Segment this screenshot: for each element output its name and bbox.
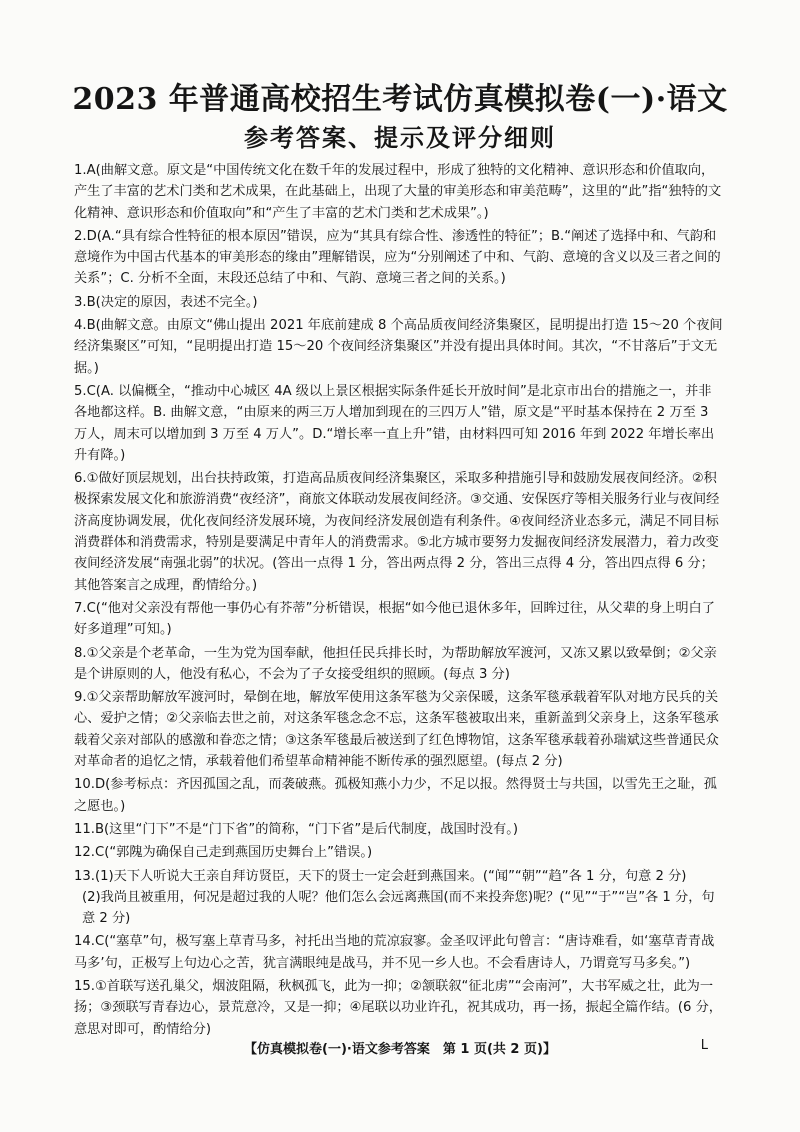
answer-text: C(“塞草”句，极写塞上草青马多，衬托出当地的荒凉寂寥。金圣叹评此句曾言：“唐诗难看，如‘塞草青青战马多’句，正极写上句边心之苦，犹言满眼纯是战马，并不见一乡人也。不会看唐诗人，乃谓竟写马多矣。”) xyxy=(74,934,715,971)
answer-item xyxy=(74,381,724,466)
answer-item xyxy=(74,931,724,974)
answer-item xyxy=(74,866,724,930)
page-subtitle: 参考答案、提示及评分细则 xyxy=(244,123,556,152)
answer-item xyxy=(74,598,724,641)
answer-number: 9. xyxy=(74,690,87,706)
answer-text: C(“他对父亲没有帮他一事仍心有芥蒂”分析错误，根据“如今他已退休多年，回眸过往，从父辈的身上明白了好多道理”可知。) xyxy=(74,600,715,638)
page-footer: 【仿真模拟卷(一)·语文参考答案 第 1 页(共 2 页)】 xyxy=(244,1042,556,1057)
answer-text: ①做好顶层规划，出台扶持政策，打造高品质夜间经济集聚区，采取多种措施引导和鼓励发展夜间经济。②积极探索发展文化和旅游消费“夜经济”，商旅文体联动发展夜间经济。③交通、安保医疗等相关服务行业与夜间经济高度协调发展，优化夜间经济发展环境，为夜间经济发展创造有利条件。④夜间经济业态多元，满足不同目标消费群体和消费需求，特别是要满足中青年人的消费需求。⑤北方城市要努力发掘夜间经济发展潜力，着力改变夜间经济发展“南强北弱”的状况。(答出一点得 1 分，答出两点得 2 分，答出三点得 4 分，答出四点得 6 分；其他答案言之成理，酌情给分。) xyxy=(74,471,720,593)
answer-number: 11. xyxy=(74,821,95,837)
corner-mark: L xyxy=(700,1038,708,1053)
answer-item xyxy=(74,468,724,596)
answer-number: 7. xyxy=(74,600,87,616)
page-title: 2023 年普通高校招生考试仿真模拟卷(一)·语文 xyxy=(72,82,728,117)
answer-text: A(曲解文意。原文是“中国传统文化在数千年的发展过程中，形成了独特的文化精神、意识形态和价值取向，产生了丰富的艺术门类和艺术成果，在此基础上，出现了大量的审美形态和审美范畴”，这里的“此”指“独特的文化精神、意识形态和价值取向”和“产生了丰富的艺术门类和艺术成果”。) xyxy=(74,163,722,221)
answer-number: 6. xyxy=(74,471,87,487)
answer-number: 8. xyxy=(74,645,87,661)
answer-item xyxy=(74,687,724,772)
answer-number: 10. xyxy=(74,777,95,793)
answer-number: 14. xyxy=(74,934,95,950)
answer-item xyxy=(74,976,724,1040)
answer-number: 15. xyxy=(74,978,95,994)
answer-text: ①父亲帮助解放军渡河时，晕倒在地，解放军使用这条军毯为父亲保暖，这条军毯承载着军队对地方民兵的关心、爱护之情；②父亲临去世之前，对这条军毯念念不忘，这条军毯被取出来，重新盖到父亲身上，这条军毯承载着父亲对部队的感激和眷恋之情；③这条军毯最后被送到了红色博物馆，这条军毯承载着孙瑞斌这些普通民众对革命者的追忆之情，承载着他们希望革命精神能不断传承的强烈愿望。(每点 2 分) xyxy=(74,690,719,770)
answer-item xyxy=(74,226,724,290)
answer-text: D(A.“具有综合性特征的根本原因”错误，应为“其具有综合性、渗透性的特征”；B.“阐述了选择中和、气韵和意境作为中国古代基本的审美形态的缘由”理解错误，应为“分别阐述了中和、气韵、意境的含义以及三者之间的关系”；C. 分析不全面，末段还总结了中和、气韵、意境三者之间的关系。) xyxy=(74,228,721,287)
answer-list xyxy=(74,160,724,1042)
answer-number: 3. xyxy=(74,294,87,310)
answer-item xyxy=(74,643,724,686)
answer-number: 13. xyxy=(74,868,95,884)
answer-number: 2. xyxy=(74,228,87,244)
answer-item xyxy=(74,160,724,224)
answer-text: B(决定的原因，表述不完全。) xyxy=(86,294,258,310)
answer-number: 4. xyxy=(74,318,87,334)
answer-number: 12. xyxy=(74,845,95,861)
answer-item xyxy=(74,774,724,817)
answer-text: D(参考标点：齐因孤国之乱，而袭破燕。孤极知燕小力少，不足以报。然得贤士与共国，以雪先王之耻，孤之愿也。) xyxy=(74,777,717,814)
answer-text: ①父亲是个老革命，一生为党为国奉献，他担任民兵排长时，为帮助解放军渡河，又冻又累以致晕倒；②父亲是个讲原则的人，他没有私心，不会为了子女接受组织的照顾。(每点 3 分) xyxy=(74,645,717,682)
answer-text: C(“郭隗为确保自己走到燕国历史舞台上”错误。) xyxy=(94,845,373,861)
answer-text: B(曲解文意。由原文“佛山提出 2021 年底前建成 8 个高品质夜间经济集聚区，昆明提出打造 15～20 个夜间经济集聚区”可知，“昆明提出打造 15～20 个夜间经济集聚区”并没有提出具体时间。其次，“不甘落后”于文无据。) xyxy=(74,318,723,376)
answer-item xyxy=(74,819,724,840)
answer-item xyxy=(74,292,724,313)
answer-item xyxy=(74,842,724,863)
answer-number: 5. xyxy=(74,383,87,399)
answer-subtext: (2)我尚且被重用，何况是超过我的人呢？他们怎么会远离燕国(而不来投奔您)呢？(“见”“于”“岂”各 1 分，句意 2 分) xyxy=(82,889,715,927)
answer-text: C(A. 以偏概全，“推动中心城区 4A 级以上景区根据实际条件延长开放时间”是北京市出台的措施之一，并非各地都这样。B. 曲解文意，“由原来的两三万人增加到现在的三四万人”错，原文是“平时基本保持在 2 万至 3 万人，周末可以增加到 3 万至 4 万人”。D.“增长率一直上升”错，由材料四可知 2016 年到 2022 年增长率出升有降。) xyxy=(74,383,715,463)
answer-item xyxy=(74,315,724,379)
answer-text: ①首联写送孔巢父，烟波阻隔，秋枫孤飞，此为一抑；②颔联叙“征北虏”“会南河”，大书军威之壮，此为一扬；③颈联写青春边心，景荒意冷，又是一抑；④尾联以功业许孔，祝其成功，再一扬，振起全篇作结。(6 分，意思对即可，酌情给分) xyxy=(74,978,722,1037)
answer-text: (1)天下人听说大王亲自拜访贤臣，天下的贤士一定会赶到燕国来。(“闻”“朝”“趋”各 1 分，句意 2 分) xyxy=(94,868,687,884)
answer-number: 1. xyxy=(74,163,87,178)
answer-text: B(这里“门下”不是“门下省”的简称，“门下省”是后代制度，战国时没有。) xyxy=(94,821,518,837)
